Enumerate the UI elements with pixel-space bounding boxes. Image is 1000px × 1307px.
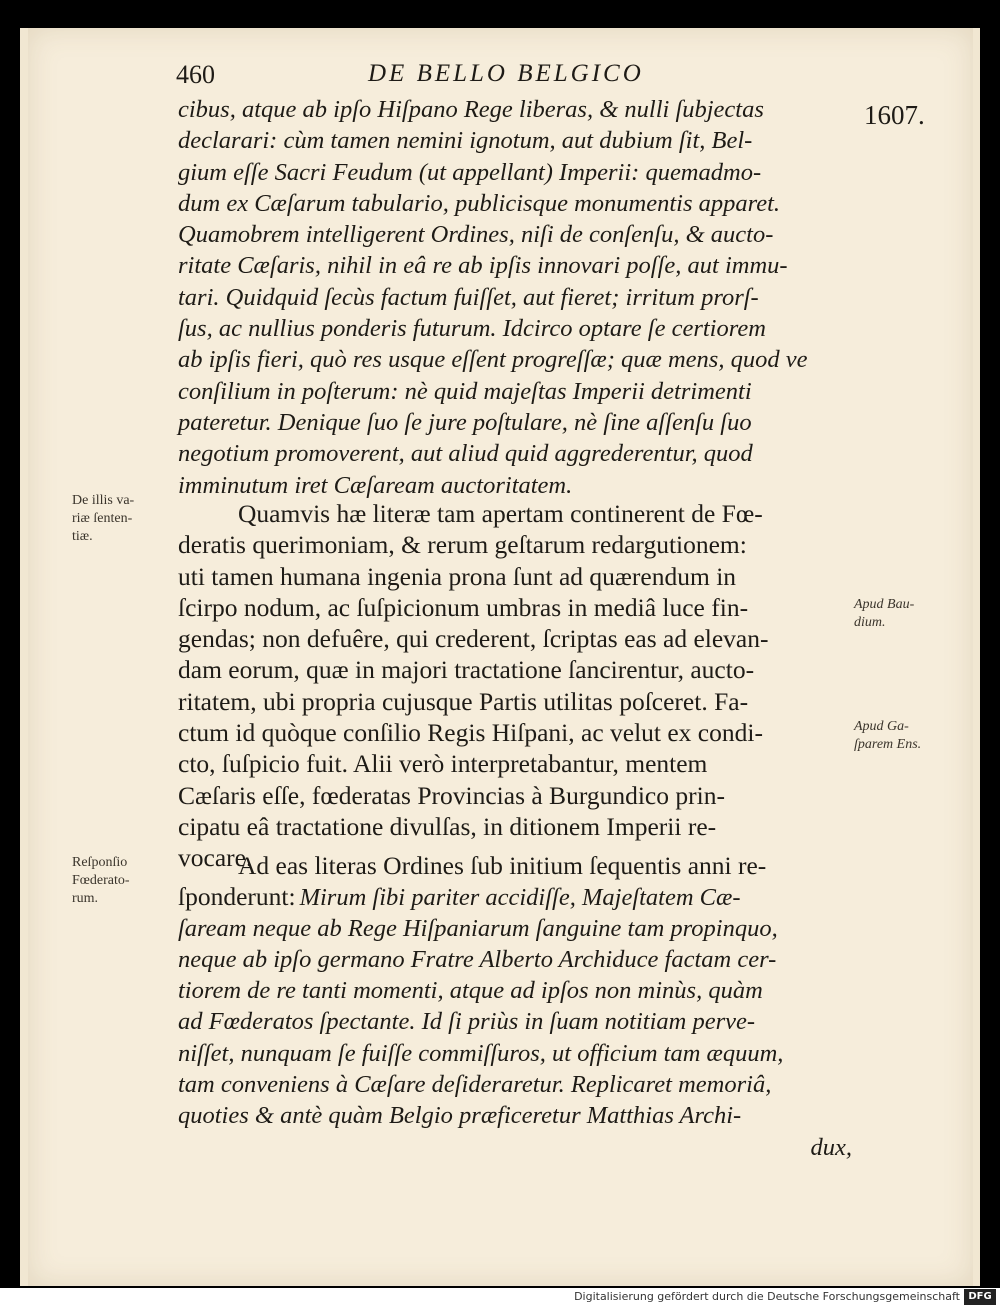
text-line: ad Fœderatos ſpectante. Id ſi priùs in ſuam notitiam perve- bbox=[178, 1008, 756, 1036]
text-line: cto, ſuſpicio fuit. Alii verò interpretabantur, mentem bbox=[178, 749, 708, 779]
dfg-logo: DFG bbox=[964, 1289, 996, 1305]
text-line: tari. Quidquid ſecùs factum fuiſſet, aut fieret; irritum prorſ- bbox=[178, 283, 759, 311]
text-line: conſilium in poſterum: nè quid majeſtas Imperii detrimenti bbox=[178, 377, 752, 405]
marginal-note-right bbox=[854, 718, 921, 754]
main-paragraph bbox=[178, 498, 854, 874]
text-span: ſponderunt: bbox=[178, 882, 296, 912]
text-line: tam conveniens à Cæſare deſideraretur. Replicaret memoriâ, bbox=[178, 1071, 772, 1099]
marginal-line: riæ ſenten- bbox=[72, 511, 133, 526]
marginal-line: Apud Bau- bbox=[854, 597, 915, 612]
margin-year: 1607. bbox=[864, 100, 925, 130]
text-line: uti tamen humana ingenia prona ſunt ad quærendum in bbox=[178, 561, 737, 591]
text-line: tiorem de re tanti momenti, atque ad ipſos non minùs, quàm bbox=[178, 977, 763, 1005]
marginal-line: Apud Ga- bbox=[854, 719, 909, 734]
marginal-line: dium. bbox=[854, 615, 886, 630]
text-line: gendas; non defuêre, qui crederent, ſcriptas eas ad elevan- bbox=[178, 624, 769, 654]
marginal-line: Reſponſio bbox=[72, 855, 128, 870]
marginal-note-right bbox=[854, 596, 914, 632]
marginal-line: De illis va- bbox=[72, 493, 135, 508]
text-span-italic: Mirum ſibi pariter accidiſſe, Majeſtatem Cæ- bbox=[299, 884, 741, 912]
text-line: Cæſaris eſſe, fœderatas Provincias à Burgundico prin- bbox=[178, 780, 725, 810]
marginal-line: rum. bbox=[72, 891, 99, 906]
page-number: 460 bbox=[176, 60, 215, 89]
text-line: Ad eas literas Ordines ſub initium ſequentis anni re- bbox=[238, 851, 767, 880]
text-line: ſus, ac nullius ponderis futurum. Idcirco optare ſe certiorem bbox=[178, 315, 766, 343]
text-line: neque ab ipſo germano Fratre Alberto Archiduce factam cer- bbox=[178, 945, 777, 973]
text-line: pateretur. Denique ſuo ſe jure poſtulare, nè ſine aſſenſu ſuo bbox=[178, 408, 752, 436]
response-paragraph bbox=[178, 850, 854, 1163]
digitization-footer bbox=[0, 1288, 1000, 1307]
text-line: ab ipſis fieri, quò res usque eſſent progreſſæ; quæ mens, quod ve bbox=[178, 346, 808, 374]
text-line: deratis querimoniam, & rerum geſtarum redargutionem: bbox=[178, 530, 747, 560]
text-line: ritatem, ubi propria cujusque Partis utilitas poſceret. Fa- bbox=[178, 686, 749, 716]
text-line: cibus, atque ab ipſo Hiſpano Rege liberas, & nulli ſubjectas bbox=[178, 96, 764, 123]
marginal-note-left bbox=[72, 854, 130, 908]
text-line: Quamobrem intelligerent Ordines, niſi de conſenſu, & aucto- bbox=[178, 221, 774, 249]
text-line: dum ex Cæſarum tabulario, publicisque monumentis apparet. bbox=[178, 189, 781, 217]
marginal-note-left bbox=[72, 492, 134, 546]
book-page bbox=[28, 28, 973, 1286]
text-line: Quamvis hæ literæ tam apertam continerent de Fœ- bbox=[238, 499, 763, 528]
letter-paragraph bbox=[178, 94, 854, 501]
text-line: ſcirpo nodum, ac ſuſpicionum umbras in mediâ luce fin- bbox=[178, 592, 749, 622]
text-line: quoties & antè quàm Belgio præficeretur Matthias Archi- bbox=[178, 1102, 742, 1130]
text-line: dux, bbox=[810, 1133, 852, 1161]
text-line: ſaream neque ab Rege Hiſpaniarum ſanguine tam propinquo, bbox=[178, 914, 778, 942]
marginal-line: Fœderato- bbox=[72, 873, 130, 888]
running-title: DE BELLO BELGICO bbox=[368, 60, 644, 87]
text-line: ctum id quòque conſilio Regis Hiſpani, ac velut ex condi- bbox=[178, 718, 763, 748]
scanned-page-background bbox=[20, 28, 980, 1286]
marginal-line: tiæ. bbox=[72, 529, 93, 544]
text-line: declarari: cùm tamen nemini ignotum, aut dubium ſit, Bel- bbox=[178, 127, 753, 155]
marginal-line: ſparem Ens. bbox=[854, 737, 922, 752]
text-line-mixed bbox=[178, 881, 854, 912]
text-line: vocare. bbox=[178, 843, 253, 873]
footer-credit: Digitalisierung gefördert durch die Deutsche Forschungsgemeinschaft bbox=[574, 1290, 960, 1303]
text-line: negotium promoverent, aut aliud quid aggrederentur, quod bbox=[178, 440, 753, 468]
text-line: imminutum iret Cæſaream auctoritatem. bbox=[178, 471, 573, 499]
text-line: gium eſſe Sacri Feudum (ut appellant) Imperii: quemadmo- bbox=[178, 158, 762, 186]
text-line: niſſet, nunquam ſe fuiſſe commiſſuros, ut officium tam æquum, bbox=[178, 1039, 784, 1067]
text-line: cipatu eâ tractatione divulſas, in ditionem Imperii re- bbox=[178, 811, 717, 841]
text-line: ritate Cæſaris, nihil in eâ re ab ipſis innovari poſſe, aut immu- bbox=[178, 252, 788, 280]
text-line: dam eorum, quæ in majori tractatione ſancirentur, aucto- bbox=[178, 655, 755, 685]
